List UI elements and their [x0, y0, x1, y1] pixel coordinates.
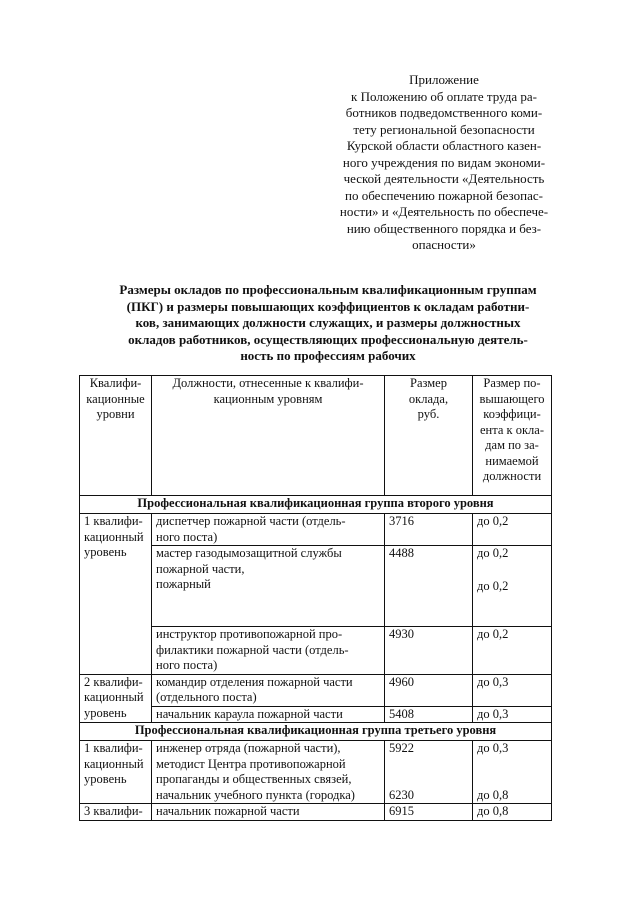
header-positions	[152, 376, 385, 496]
appendix-line: по обеспечению пожарной безопас-	[345, 187, 543, 203]
salary-text: 6230	[389, 787, 414, 802]
appendix-block	[328, 72, 560, 254]
coefficient-cell: до 0,2	[473, 627, 552, 675]
salary-cell: 3716	[385, 514, 473, 546]
position-cell: начальник караула пожарной части	[152, 706, 385, 723]
level-cell: 2 квалифи- кационный уровень	[80, 674, 152, 723]
level-cell: 3 квалифи-	[80, 804, 152, 821]
header-levels	[80, 376, 152, 496]
salary-cell: 4488	[385, 546, 473, 627]
group-title: Профессиональная квалификационная группа второго уровня	[80, 496, 552, 514]
coefficient-cell	[473, 741, 552, 804]
table-row	[80, 804, 552, 821]
coefficient-text: до 0,3	[477, 741, 509, 755]
level-cell: 1 квалифи- кационный уровень	[80, 741, 152, 804]
coefficient-cell: до 0,2	[473, 514, 552, 546]
table-row	[80, 741, 552, 804]
position-cell: начальник пожарной части	[152, 804, 385, 821]
title-line: Размеры окладов по профессиональным квалификационным группам	[119, 282, 537, 297]
title-line: ность по профессиям рабочих	[240, 348, 416, 363]
position-text: мастер газодымозащитной службы пожарной части,	[156, 546, 342, 576]
position-cell: инструктор противопожарной про- филактики пожарной части (отдель- ного поста)	[152, 627, 385, 675]
appendix-line: ности» и «Деятельность по обеспече-	[339, 204, 549, 219]
group-title: Профессиональная квалификационная группа третьего уровня	[80, 723, 552, 741]
position-text: пожарный	[156, 577, 211, 591]
coefficient-cell: до 0,3	[473, 706, 552, 723]
coefficient-text: до 0,8	[477, 787, 509, 802]
coefficient-cell: до 0,3	[473, 674, 552, 706]
appendix-line: ческой деятельности «Деятельность	[343, 171, 545, 186]
title-line: ков, занимающих должности служащих, и размеры должностных	[135, 315, 521, 330]
appendix-line: ного учреждения по видам экономи-	[342, 154, 546, 170]
salary-cell: 4930	[385, 627, 473, 675]
position-cell: командир отделения пожарной части (отдельного поста)	[152, 674, 385, 706]
header-salary-text: Размер оклада, руб.	[408, 376, 449, 421]
position-cell	[152, 741, 385, 804]
appendix-line: ботников подведомственного коми-	[345, 105, 543, 120]
table-row	[80, 514, 552, 546]
header-row	[80, 376, 552, 496]
header-coefficient	[473, 376, 552, 496]
table-row	[80, 674, 552, 706]
appendix-line: к Положению об оплате труда ра-	[351, 88, 537, 104]
coefficient-cell	[473, 546, 552, 627]
title-line: окладов работников, осуществляющих профессиональную деятель-	[128, 331, 528, 347]
header-levels-text: Квалифи- кационные уровни	[86, 376, 145, 421]
position-text: начальник учебного пункта (городка)	[156, 787, 355, 802]
appendix-line: тету региональной безопасности	[353, 121, 535, 137]
position-text: инженер отряда (пожарной части), методист Центра противопожарной пропаганды и общественных связей,	[156, 741, 352, 786]
level-cell: 1 квалифи- кационный уровень	[80, 514, 152, 675]
title-line: (ПКГ) и размеры повышающих коэффициентов к окладам работни-	[126, 298, 530, 314]
position-cell: диспетчер пожарной части (отдель- ного поста)	[152, 514, 385, 546]
group-row	[80, 496, 552, 514]
header-coefficient-text: Размер по- вышающего коэффици- ента к окла- дам по за- нимаемой должности	[479, 376, 545, 483]
appendix-line: опасности»	[412, 237, 476, 252]
salary-text: 5922	[389, 741, 414, 755]
salary-table	[79, 375, 552, 821]
appendix-line: Курской области областного казен-	[346, 138, 542, 153]
appendix-line: нию общественного порядка и без-	[346, 220, 542, 236]
header-salary	[385, 376, 473, 496]
position-cell	[152, 546, 385, 627]
salary-cell: 6915	[385, 804, 473, 821]
salary-cell: 4960	[385, 674, 473, 706]
coefficient-text: до 0,2	[477, 578, 509, 593]
header-positions-text: Должности, отнесенные к квалифи- кационным уровням	[172, 376, 364, 406]
document-title	[84, 282, 572, 365]
group-row	[80, 723, 552, 741]
salary-cell	[385, 741, 473, 804]
appendix-line: Приложение	[409, 72, 479, 87]
coefficient-text: до 0,2	[477, 546, 509, 560]
coefficient-cell: до 0,8	[473, 804, 552, 821]
salary-cell: 5408	[385, 706, 473, 723]
